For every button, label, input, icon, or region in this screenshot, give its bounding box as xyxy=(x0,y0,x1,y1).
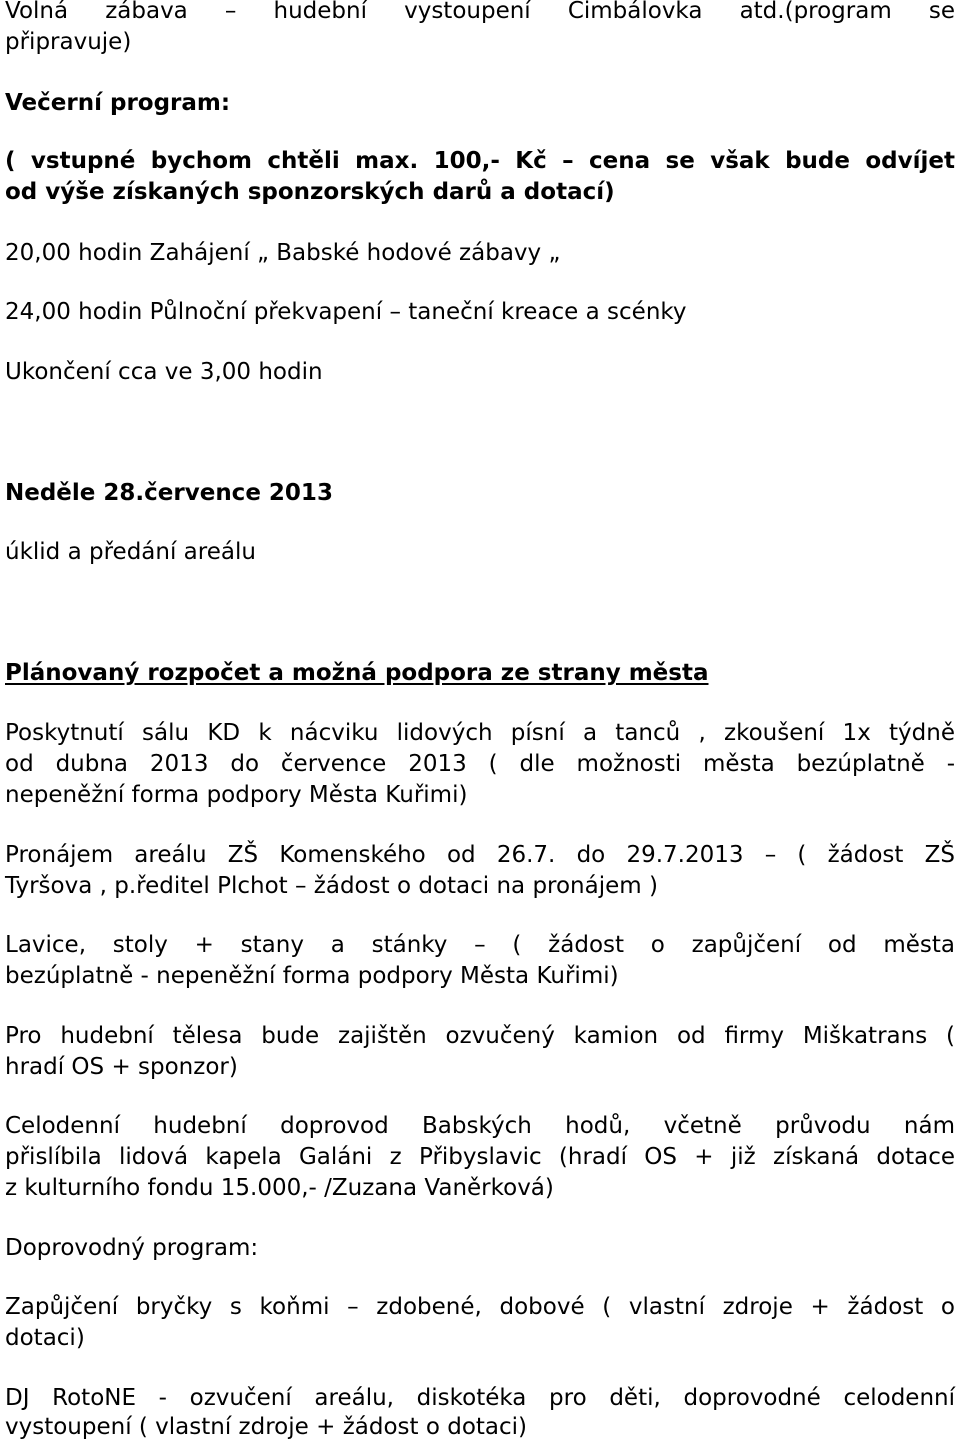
text-line: dotaci) xyxy=(5,1325,85,1351)
sunday-heading: Neděle 28.července 2013 xyxy=(5,480,333,506)
text-line: DJ RotoNE - ozvučení areálu, diskotéka pro děti, doprovodné celodenní xyxy=(5,1385,955,1411)
text-line: z kulturního fondu 15.000,- /Zuzana Vaněrková) xyxy=(5,1175,554,1201)
text-line: bezúplatně - nepeněžní forma podpory Města Kuřimi) xyxy=(5,963,619,989)
text-line: Pro hudební tělesa bude zajištěn ozvučený kamion od firmy Miškatrans ( xyxy=(5,1023,955,1049)
text-line: Tyršova , p.ředitel Plchot – žádost o dotaci na pronájem ) xyxy=(5,873,658,899)
evening-program-heading: Večerní program: xyxy=(5,90,231,116)
text-line: Pronájem areálu ZŠ Komenského od 26.7. do 29.7.2013 – ( žádost ZŠ xyxy=(5,842,955,868)
text-line: 20,00 hodin Zahájení „ Babské hodové zábavy „ xyxy=(5,240,561,266)
text-line: ( vstupné bychom chtěli max. 100,- Kč – cena se však bude odvíjet xyxy=(5,148,955,174)
text-line: nepeněžní forma podpory Města Kuřimi) xyxy=(5,782,468,808)
text-line: od dubna 2013 do července 2013 ( dle možnosti města bezúplatně - xyxy=(5,751,955,777)
text-line: Lavice, stoly + stany a stánky – ( žádost o zapůjčení od města xyxy=(5,932,955,958)
text-line: úklid a předání areálu xyxy=(5,539,256,565)
text-line: přislíbila lidová kapela Galáni z Přibyslavic (hradí OS + již získaná dotace xyxy=(5,1144,955,1170)
text-line: hradí OS + sponzor) xyxy=(5,1054,238,1080)
accompanying-program-heading: Doprovodný program: xyxy=(5,1235,259,1261)
text-line: připravuje) xyxy=(5,29,132,55)
budget-heading: Plánovaný rozpočet a možná podpora ze strany města xyxy=(5,660,709,686)
text-line: 24,00 hodin Půlnoční překvapení – taneční kreace a scénky xyxy=(5,299,687,325)
text-line: Zapůjčení bryčky s koňmi – zdobené, dobové ( vlastní zdroje + žádost o xyxy=(5,1294,955,1320)
text-line: Poskytnutí sálu KD k nácviku lidových písní a tanců , zkoušení 1x týdně xyxy=(5,720,955,746)
text-line: Celodenní hudební doprovod Babských hodů, včetně průvodu nám xyxy=(5,1113,955,1139)
text-line: Ukončení cca ve 3,00 hodin xyxy=(5,359,323,385)
text-line: vystoupení ( vlastní zdroje + žádost o dotaci) xyxy=(5,1414,528,1440)
text-line: Volná zábava – hudební vystoupení Cimbálovka atd.(program se xyxy=(5,0,955,24)
text-line: od výše získaných sponzorských darů a dotací) xyxy=(5,179,615,205)
